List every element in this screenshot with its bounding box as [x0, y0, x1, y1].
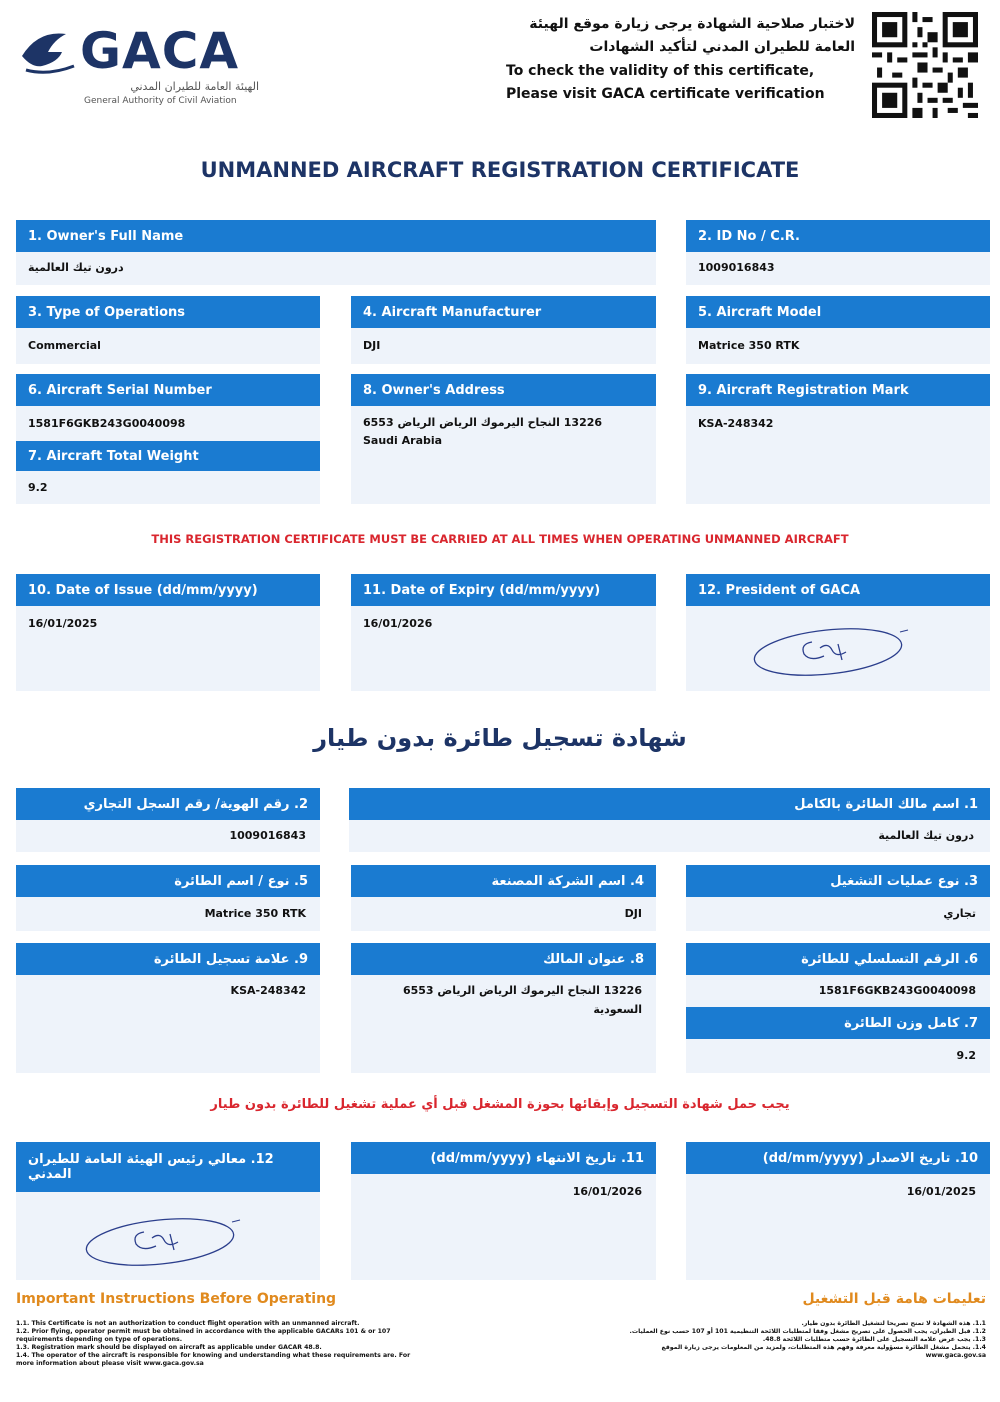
- gaca-logo: [18, 24, 268, 114]
- verify-en-line2: Please visit GACA certificate verification: [506, 86, 825, 102]
- weight-value-ar: 9.2: [956, 1049, 976, 1062]
- brand-name: GACA: [80, 22, 240, 80]
- address-label-en: 8. Owner's Address: [351, 374, 656, 406]
- address-value-en-line1: 13226 النجاح اليرموك الرياض الرياض 6553: [363, 416, 603, 429]
- warning-en: THIS REGISTRATION CERTIFICATE MUST BE CARRIED AT ALL TIMES WHEN OPERATING UNMANNED AIRCRAFT: [151, 532, 849, 546]
- type-ops-value-en: Commercial: [28, 339, 101, 352]
- address-value-ar-line2: السعودية: [593, 1003, 642, 1016]
- address-value-ar-line1: 13226 النجاح اليرموك الرياض الرياض 6553: [402, 984, 642, 997]
- instruction-ar-line: 1.2. قبل الطيران، يجب الحصول على تصريح مشغل وفقا لمتطلبات اللائحة التنظيمية 101 أو 107 حسب نوع العمليات.: [629, 1328, 986, 1335]
- president-label-ar-line2: المدني: [28, 1167, 72, 1182]
- brand-subtitle-ar: الهيئة العامة للطيران المدني: [130, 80, 259, 93]
- type-ops-value-ar: تجاري: [943, 907, 976, 920]
- president-signature-ar: [82, 1212, 252, 1272]
- expiry-date-value-ar: 16/01/2026: [572, 1185, 642, 1198]
- instructions-title-ar: تعليمات هامة قبل التشغيل: [802, 1291, 986, 1307]
- type-ops-label-ar: 3. نوع عمليات التشغيل: [686, 865, 990, 897]
- owner-name-value-en: درون تيك العالمية: [28, 261, 124, 274]
- issue-date-label-ar: 10. تاريخ الاصدار (dd/mm/yyyy): [686, 1142, 990, 1174]
- expiry-date-value-en: 16/01/2026: [363, 617, 433, 630]
- serial-value-ar: 1581F6GKB243G0040098: [818, 984, 976, 997]
- model-label-en: 5. Aircraft Model: [686, 296, 990, 328]
- expiry-date-label-en: 11. Date of Expiry (dd/mm/yyyy): [351, 574, 656, 606]
- weight-label-en: 7. Aircraft Total Weight: [16, 441, 320, 471]
- instruction-ar-line: 1.1. هذه الشهادة لا تمنح تصريحا لتشغيل الطائرة بدون طيار.: [801, 1320, 986, 1327]
- model-value-en: Matrice 350 RTK: [698, 339, 800, 352]
- instruction-en-line: 1.2. Prior flying, operator permit must be obtained in accordance with the applicable GACARs 101 & or 107: [16, 1328, 391, 1335]
- verify-en-line1: To check the validity of this certificate,: [506, 63, 815, 79]
- manufacturer-label-ar: 4. اسم الشركة المصنعة: [351, 865, 656, 897]
- issue-date-value-en: 16/01/2025: [28, 617, 98, 630]
- president-label-en: 12. President of GACA: [686, 574, 990, 606]
- id-no-label-en: 2. ID No / C.R.: [686, 220, 990, 252]
- reg-mark-value-en: KSA-248342: [698, 417, 774, 430]
- instructions-en: [16, 1320, 506, 1368]
- instruction-en-line: more information about please visit www.gaca.gov.sa: [16, 1360, 204, 1367]
- instruction-ar-line: 1.4. يتحمل مشغل الطائرة مسؤولية معرفة وفهم هذه المتطلبات، ولمزيد من المعلومات يرجى زيارة الموقع: [661, 1344, 986, 1351]
- instructions-ar: [516, 1320, 986, 1360]
- manufacturer-label-en: 4. Aircraft Manufacturer: [351, 296, 656, 328]
- owner-name-label-en: 1. Owner's Full Name: [16, 220, 656, 252]
- reg-mark-label-en: 9. Aircraft Registration Mark: [686, 374, 990, 406]
- address-value-en-line2: Saudi Arabia: [363, 434, 443, 447]
- weight-value-en: 9.2: [28, 481, 48, 494]
- certificate-title-ar: شهادة تسجيل طائرة بدون طيار: [313, 724, 687, 752]
- president-label-ar: [16, 1142, 320, 1192]
- manufacturer-value-en: DJI: [363, 339, 381, 352]
- reg-mark-value-ar: KSA-248342: [230, 984, 306, 997]
- certificate-title-en: UNMANNED AIRCRAFT REGISTRATION CERTIFICATE: [200, 158, 800, 182]
- instruction-ar-line: www.gaca.gov.sa: [925, 1352, 986, 1359]
- verify-ar-line2: العامة للطيران المدني لتأكيد الشهادات: [589, 39, 855, 55]
- serial-label-en: 6. Aircraft Serial Number: [16, 374, 320, 406]
- reg-mark-label-ar: 9. علامة تسجيل الطائرة: [16, 943, 320, 975]
- instruction-en-line: 1.4. The operator of the aircraft is responsible for knowing and understanding what these requirements are. For: [16, 1352, 411, 1359]
- address-label-ar: 8. عنوان المالك: [351, 943, 656, 975]
- model-value-ar: Matrice 350 RTK: [204, 907, 306, 920]
- instruction-en-line: requirements depending on type of operations.: [16, 1336, 183, 1343]
- type-ops-label-en: 3. Type of Operations: [16, 296, 320, 328]
- gaca-emblem-icon: [18, 26, 78, 76]
- expiry-date-label-ar: 11. تاريخ الانتهاء (dd/mm/yyyy): [351, 1142, 656, 1174]
- brand-subtitle-en: General Authority of Civil Aviation: [84, 96, 237, 106]
- weight-label-ar: 7. كامل وزن الطائرة: [686, 1007, 990, 1039]
- id-no-value-en: 1009016843: [698, 261, 775, 274]
- qr-code-icon[interactable]: [872, 12, 978, 118]
- verify-ar-line1: لاختبار صلاحية الشهادة يرجى زيارة موقع الهيئة: [529, 16, 855, 32]
- model-label-ar: 5. نوع / اسم الطائرة: [16, 865, 320, 897]
- serial-label-ar: 6. الرقم التسلسلي للطائرة: [686, 943, 990, 975]
- issue-date-label-en: 10. Date of Issue (dd/mm/yyyy): [16, 574, 320, 606]
- owner-name-label-ar: 1. اسم مالك الطائرة بالكامل: [349, 788, 990, 820]
- serial-value-en: 1581F6GKB243G0040098: [28, 417, 186, 430]
- president-label-ar-line1: 12. معالي رئيس الهيئة العامة للطيران: [28, 1152, 274, 1167]
- owner-name-value-ar: درون تيك العالمية: [878, 829, 974, 842]
- president-signature: [750, 622, 920, 682]
- instruction-en-line: 1.3. Registration mark should be displayed on aircraft as applicable under GACAR 48.8.: [16, 1344, 322, 1351]
- id-no-value-ar: 1009016843: [229, 829, 306, 842]
- warning-ar: يجب حمل شهادة التسجيل وإبقائها بحوزة المشغل قبل أي عملية تشغيل للطائرة بدون طيار: [210, 1097, 790, 1112]
- issue-date-value-ar: 16/01/2025: [906, 1185, 976, 1198]
- manufacturer-value-ar: DJI: [624, 907, 642, 920]
- instruction-ar-line: 1.3. يجب عرض علامة التسجيل على الطائرة حسب متطلبات اللائحة 48.8.: [762, 1336, 986, 1343]
- instructions-title-en: Important Instructions Before Operating: [16, 1291, 337, 1307]
- instruction-en-line: 1.1. This Certificate is not an authorization to conduct flight operation with an unmanned aircraft.: [16, 1320, 360, 1327]
- id-no-label-ar: 2. رقم الهوية/ رقم السجل التجاري: [16, 788, 320, 820]
